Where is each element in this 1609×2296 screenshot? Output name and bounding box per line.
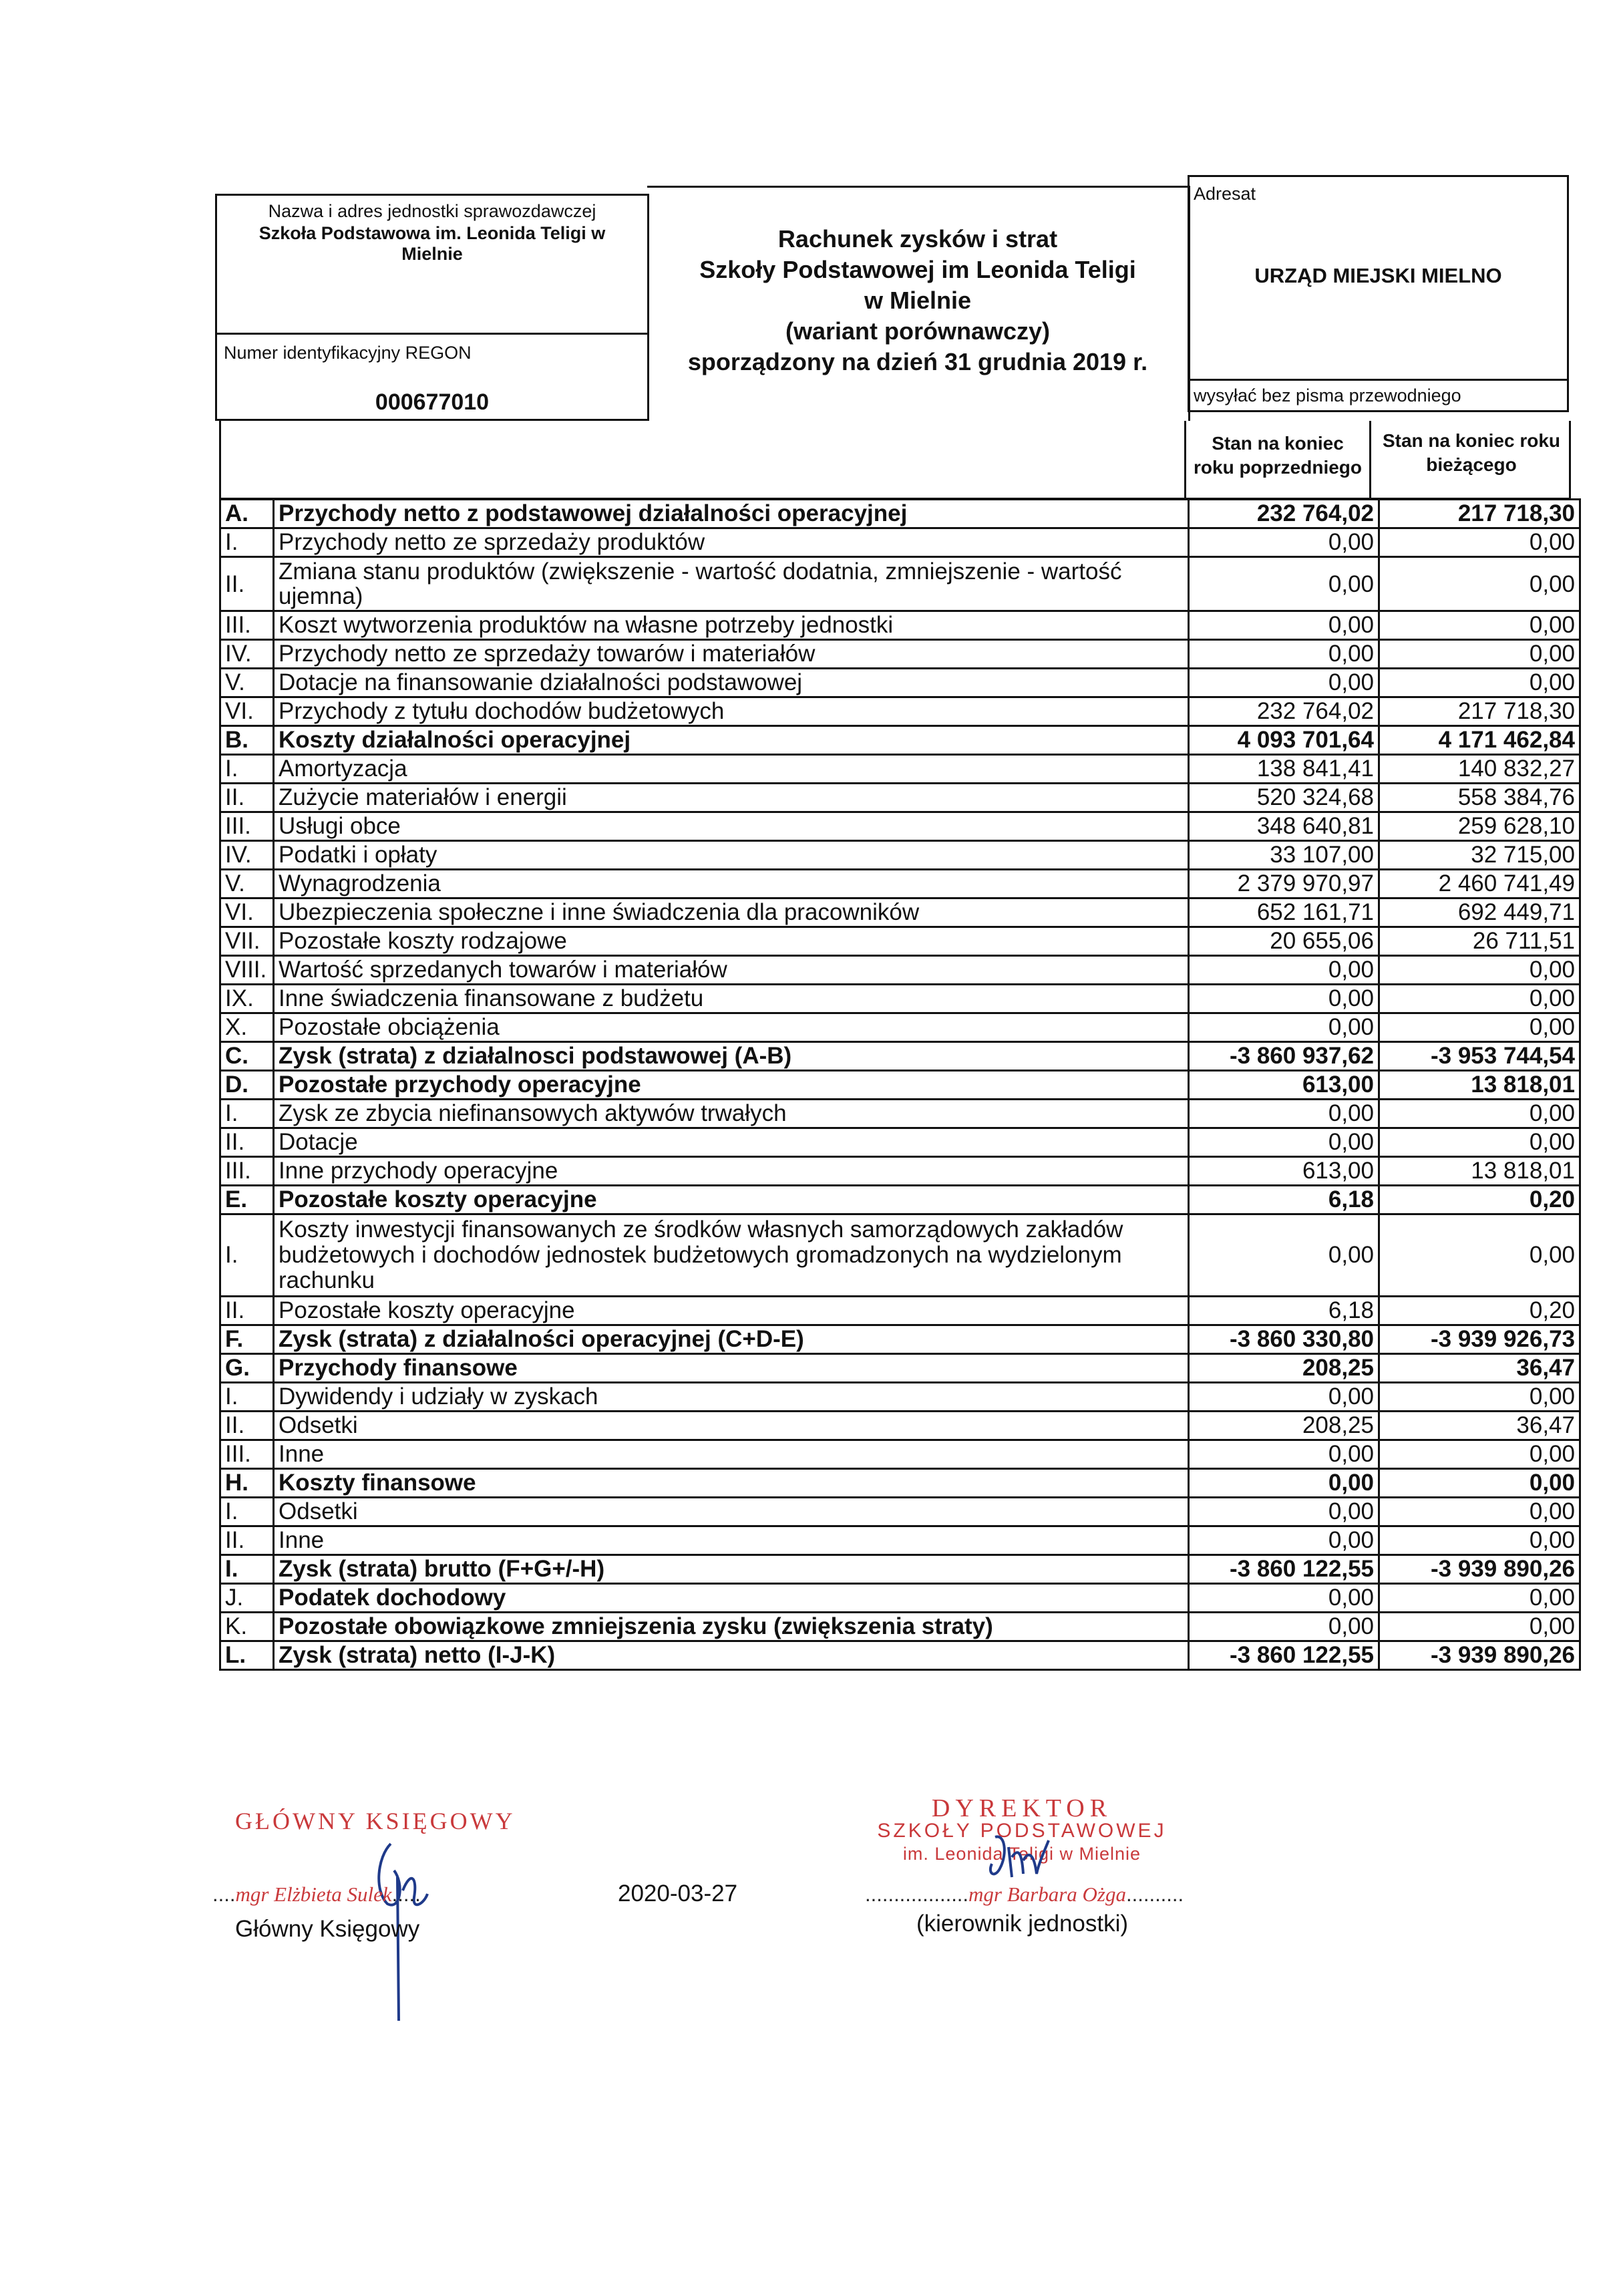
row-description: Dotacje na finansowanie działalności podstawowej — [274, 669, 1189, 697]
row-curr-value: 692 449,71 — [1379, 898, 1580, 927]
row-curr-value: 13 818,01 — [1379, 1071, 1580, 1100]
row-label: H. — [220, 1469, 274, 1498]
row-curr-value: 0,00 — [1379, 528, 1580, 557]
row-prev-value: -3 860 937,62 — [1189, 1042, 1379, 1071]
row-description: Przychody netto z podstawowej działalności operacyjnej — [274, 500, 1189, 528]
row-curr-value: -3 953 744,54 — [1379, 1042, 1580, 1071]
entity-box-title: Nazwa i adres jednostki sprawozdawczej — [268, 201, 596, 221]
table-row — [220, 697, 1580, 726]
table-row — [220, 1100, 1580, 1128]
table-row — [220, 870, 1580, 898]
row-description: Zmiana stanu produktów (zwiększenie - wartość dodatnia, zmniejszenie - wartość ujemna) — [274, 557, 1189, 611]
row-description: Przychody z tytułu dochodów budżetowych — [274, 697, 1189, 726]
row-curr-value: 0,20 — [1379, 1186, 1580, 1214]
row-label: IX. — [220, 985, 274, 1013]
row-prev-value: 0,00 — [1189, 669, 1379, 697]
row-description: Wartość sprzedanych towarów i materiałów — [274, 956, 1189, 985]
row-prev-value: 208,25 — [1189, 1412, 1379, 1440]
row-description: Amortyzacja — [274, 755, 1189, 784]
row-curr-value: 0,00 — [1379, 1526, 1580, 1555]
row-description: Dywidendy i udziały w zyskach — [274, 1383, 1189, 1412]
row-label: J. — [220, 1584, 274, 1613]
row-curr-value: 558 384,76 — [1379, 784, 1580, 812]
row-description: Zysk (strata) brutto (F+G+/-H) — [274, 1555, 1189, 1584]
row-curr-value: 0,00 — [1379, 1100, 1580, 1128]
table-row — [220, 528, 1580, 557]
row-prev-value: 613,00 — [1189, 1157, 1379, 1186]
right-dots-suffix: .......... — [1126, 1882, 1184, 1906]
chief-accountant-stamp: GŁÓWNY KSIĘGOWY — [235, 1808, 516, 1834]
row-description: Przychody netto ze sprzedaży produktów — [274, 528, 1189, 557]
row-curr-value: 217 718,30 — [1379, 697, 1580, 726]
row-label: I. — [220, 1555, 274, 1584]
row-curr-value: 0,00 — [1379, 669, 1580, 697]
table-row — [220, 1412, 1580, 1440]
row-curr-value: 13 818,01 — [1379, 1157, 1580, 1186]
table-row — [220, 812, 1580, 841]
row-prev-value: 0,00 — [1189, 1214, 1379, 1297]
row-prev-value: -3 860 122,55 — [1189, 1555, 1379, 1584]
table-row — [220, 1214, 1580, 1297]
director-signature — [982, 1827, 1055, 1891]
row-prev-value: 2 379 970,97 — [1189, 870, 1379, 898]
signing-date: 2020-03-27 — [618, 1880, 738, 1907]
row-description: Pozostałe obciążenia — [274, 1013, 1189, 1042]
row-prev-value: 0,00 — [1189, 557, 1379, 611]
table-row — [220, 500, 1580, 528]
row-label: E. — [220, 1186, 274, 1214]
row-label: III. — [220, 812, 274, 841]
row-curr-value: 0,00 — [1379, 611, 1580, 640]
row-curr-value: 0,00 — [1379, 1584, 1580, 1613]
row-description: Koszty inwestycji finansowanych ze środków własnych samorządowych zakładów budżetowych i dochodów jednostek budżetowych gromadzonych na wydzielonym rachunku — [274, 1214, 1189, 1297]
row-curr-value: 140 832,27 — [1379, 755, 1580, 784]
row-label: IV. — [220, 640, 274, 669]
report-title-line3: w Mielnie — [864, 287, 972, 314]
row-description: Dotacje — [274, 1128, 1189, 1157]
regon-value: 000677010 — [375, 389, 490, 415]
entity-name-line1: Szkoła Podstawowa im. Leonida Teligi w — [258, 223, 606, 243]
table-row — [220, 1354, 1580, 1383]
row-curr-value: 26 711,51 — [1379, 927, 1580, 956]
row-label: I. — [220, 1214, 274, 1297]
row-curr-value: 0,00 — [1379, 557, 1580, 611]
left-dots-prefix: .... — [212, 1882, 236, 1906]
row-description: Pozostałe koszty rodzajowe — [274, 927, 1189, 956]
row-description: Ubezpieczenia społeczne i inne świadczenia dla pracowników — [274, 898, 1189, 927]
row-label: X. — [220, 1013, 274, 1042]
row-prev-value: 208,25 — [1189, 1354, 1379, 1383]
row-description: Zysk (strata) netto (I-J-K) — [274, 1641, 1189, 1670]
row-curr-value: -3 939 926,73 — [1379, 1325, 1580, 1354]
table-row — [220, 1584, 1580, 1613]
table-row — [220, 755, 1580, 784]
row-curr-value: 217 718,30 — [1379, 500, 1580, 528]
row-curr-value: 32 715,00 — [1379, 841, 1580, 870]
addressee-label: Adresat — [1194, 184, 1256, 204]
addressee-box — [1188, 175, 1569, 412]
row-label: II. — [220, 557, 274, 611]
row-description: Pozostałe obowiązkowe zmniejszenia zysku (zwiększenia straty) — [274, 1613, 1189, 1641]
row-label: K. — [220, 1613, 274, 1641]
addressee-divider — [1190, 379, 1567, 381]
row-curr-value: 259 628,10 — [1379, 812, 1580, 841]
row-prev-value: 0,00 — [1189, 1584, 1379, 1613]
row-description: Usługi obce — [274, 812, 1189, 841]
row-curr-value: 0,00 — [1379, 1469, 1580, 1498]
row-label: VIII. — [220, 956, 274, 985]
col-curr-line2: bieżącego — [1426, 454, 1517, 475]
send-note: wysyłać bez pisma przewodniego — [1194, 385, 1461, 405]
row-description: Zużycie materiałów i energii — [274, 784, 1189, 812]
column-header-row — [219, 421, 1571, 500]
row-curr-value: 36,47 — [1379, 1354, 1580, 1383]
table-row — [220, 1526, 1580, 1555]
row-prev-value: 0,00 — [1189, 528, 1379, 557]
row-curr-value: 2 460 741,49 — [1379, 870, 1580, 898]
row-description: Odsetki — [274, 1412, 1189, 1440]
report-title-line1: Rachunek zysków i strat — [777, 225, 1058, 253]
row-description: Inne przychody operacyjne — [274, 1157, 1189, 1186]
col-prev-line2: roku poprzedniego — [1194, 457, 1362, 478]
row-description: Koszt wytworzenia produktów na własne potrzeby jednostki — [274, 611, 1189, 640]
table-row — [220, 1469, 1580, 1498]
row-curr-value: 0,00 — [1379, 1383, 1580, 1412]
col-prev-line1: Stan na koniec — [1212, 433, 1344, 454]
row-prev-value: 6,18 — [1189, 1186, 1379, 1214]
row-description: Przychody finansowe — [274, 1354, 1189, 1383]
row-label: B. — [220, 726, 274, 755]
report-title-line5: sporządzony na dzień 31 grudnia 2019 r. — [687, 348, 1148, 375]
table-row — [220, 1297, 1580, 1325]
table-row — [220, 1641, 1580, 1670]
row-label: G. — [220, 1354, 274, 1383]
row-prev-value: 0,00 — [1189, 611, 1379, 640]
entity-name-line2: Mielnie — [401, 244, 463, 264]
director-stamp-line1: DYREKTOR — [931, 1794, 1113, 1822]
row-prev-value: 4 093 701,64 — [1189, 726, 1379, 755]
report-title-line2: Szkoły Podstawowej im Leonida Teligi — [699, 256, 1136, 283]
row-curr-value: 0,20 — [1379, 1297, 1580, 1325]
row-curr-value: 0,00 — [1379, 640, 1580, 669]
row-curr-value: 0,00 — [1379, 1498, 1580, 1526]
row-description: Zysk ze zbycia niefinansowych aktywów trwałych — [274, 1100, 1189, 1128]
row-prev-value: 138 841,41 — [1189, 755, 1379, 784]
left-dots-suffix: ..... — [391, 1882, 421, 1906]
column-header-prev — [1184, 421, 1371, 498]
row-prev-value: 520 324,68 — [1189, 784, 1379, 812]
row-curr-value: 4 171 462,84 — [1379, 726, 1580, 755]
row-description: Inne — [274, 1440, 1189, 1469]
row-curr-value: -3 939 890,26 — [1379, 1641, 1580, 1670]
row-prev-value: 0,00 — [1189, 1498, 1379, 1526]
row-label: II. — [220, 1412, 274, 1440]
row-prev-value: 33 107,00 — [1189, 841, 1379, 870]
row-label: A. — [220, 500, 274, 528]
table-row — [220, 726, 1580, 755]
table-row — [220, 956, 1580, 985]
table-row — [220, 1440, 1580, 1469]
table-row — [220, 669, 1580, 697]
row-description: Podatki i opłaty — [274, 841, 1189, 870]
row-curr-value: 0,00 — [1379, 1128, 1580, 1157]
row-prev-value: 0,00 — [1189, 1526, 1379, 1555]
row-description: Zysk (strata) z działalnosci podstawowej (A-B) — [274, 1042, 1189, 1071]
row-prev-value: 0,00 — [1189, 1128, 1379, 1157]
row-description: Inne — [274, 1526, 1189, 1555]
row-label: I. — [220, 528, 274, 557]
row-description: Inne świadczenia finansowane z budżetu — [274, 985, 1189, 1013]
regon-label: Numer identyfikacyjny REGON — [224, 343, 472, 363]
table-row — [220, 1325, 1580, 1354]
table-row — [220, 1013, 1580, 1042]
row-label: VII. — [220, 927, 274, 956]
row-prev-value: -3 860 330,80 — [1189, 1325, 1379, 1354]
director-stamp-line2: SZKOŁY PODSTAWOWEJ — [877, 1820, 1167, 1842]
addressee-value: URZĄD MIEJSKI MIELNO — [1254, 264, 1502, 287]
row-description: Odsetki — [274, 1498, 1189, 1526]
table-row — [220, 1613, 1580, 1641]
row-curr-value: 36,47 — [1379, 1412, 1580, 1440]
row-label: C. — [220, 1042, 274, 1071]
chief-accountant-name: mgr Elżbieta Sulek — [235, 1882, 392, 1906]
table-row — [220, 1498, 1580, 1526]
row-label: L. — [220, 1641, 274, 1670]
row-prev-value: 0,00 — [1189, 1613, 1379, 1641]
income-statement-table — [219, 498, 1581, 1671]
row-prev-value: 0,00 — [1189, 640, 1379, 669]
table-row — [220, 1128, 1580, 1157]
director-stamp-line3: im. Leonida Teligi w Mielnie — [902, 1844, 1141, 1864]
row-label: VI. — [220, 697, 274, 726]
row-prev-value: 348 640,81 — [1189, 812, 1379, 841]
row-description: Wynagrodzenia — [274, 870, 1189, 898]
row-label: IV. — [220, 841, 274, 870]
row-label: I. — [220, 755, 274, 784]
row-label: III. — [220, 1440, 274, 1469]
row-description: Koszty finansowe — [274, 1469, 1189, 1498]
row-prev-value: 0,00 — [1189, 1469, 1379, 1498]
row-prev-value: 652 161,71 — [1189, 898, 1379, 927]
row-prev-value: 20 655,06 — [1189, 927, 1379, 956]
right-dots-prefix: .................. — [865, 1882, 969, 1906]
table-row — [220, 1555, 1580, 1584]
row-prev-value: 0,00 — [1189, 956, 1379, 985]
row-label: II. — [220, 784, 274, 812]
row-description: Podatek dochodowy — [274, 1584, 1189, 1613]
col-curr-line1: Stan na koniec roku — [1382, 430, 1561, 451]
table-body — [220, 500, 1580, 1670]
row-label: III. — [220, 611, 274, 640]
table-row — [220, 640, 1580, 669]
table-row — [220, 557, 1580, 611]
row-prev-value: 613,00 — [1189, 1071, 1379, 1100]
director-name-line — [865, 1882, 1184, 1907]
table-row — [220, 1071, 1580, 1100]
row-prev-value: 0,00 — [1189, 1013, 1379, 1042]
report-title-line4: (wariant porównawczy) — [785, 317, 1051, 345]
row-prev-value: 232 764,02 — [1189, 697, 1379, 726]
row-curr-value: 0,00 — [1379, 1214, 1580, 1297]
row-label: VI. — [220, 898, 274, 927]
table-row — [220, 784, 1580, 812]
row-label: F. — [220, 1325, 274, 1354]
entity-box — [215, 194, 649, 421]
row-description: Przychody netto ze sprzedaży towarów i materiałów — [274, 640, 1189, 669]
table-row — [220, 611, 1580, 640]
table-row — [220, 985, 1580, 1013]
row-label: D. — [220, 1071, 274, 1100]
table-row — [220, 1383, 1580, 1412]
row-label: II. — [220, 1297, 274, 1325]
table-row — [220, 927, 1580, 956]
row-curr-value: 0,00 — [1379, 1613, 1580, 1641]
row-label: III. — [220, 1157, 274, 1186]
table-row — [220, 841, 1580, 870]
entity-divider — [217, 333, 647, 335]
row-description: Pozostałe koszty operacyjne — [274, 1186, 1189, 1214]
row-prev-value: 0,00 — [1189, 985, 1379, 1013]
row-prev-value: 6,18 — [1189, 1297, 1379, 1325]
row-description: Pozostałe koszty operacyjne — [274, 1297, 1189, 1325]
row-prev-value: 0,00 — [1189, 1100, 1379, 1128]
director-name: mgr Barbara Ożga — [968, 1882, 1126, 1906]
row-curr-value: 0,00 — [1379, 1013, 1580, 1042]
chief-accountant-role: Główny Księgowy — [235, 1916, 420, 1942]
director-role: (kierownik jednostki) — [916, 1911, 1129, 1937]
row-label: II. — [220, 1526, 274, 1555]
row-label: V. — [220, 870, 274, 898]
row-curr-value: -3 939 890,26 — [1379, 1555, 1580, 1584]
row-label: I. — [220, 1100, 274, 1128]
row-label: V. — [220, 669, 274, 697]
table-row — [220, 1186, 1580, 1214]
row-prev-value: 0,00 — [1189, 1440, 1379, 1469]
row-prev-value: 0,00 — [1189, 1383, 1379, 1412]
table-row — [220, 1157, 1580, 1186]
row-curr-value: 0,00 — [1379, 1440, 1580, 1469]
column-header-curr — [1371, 421, 1572, 498]
row-label: II. — [220, 1128, 274, 1157]
row-prev-value: 232 764,02 — [1189, 500, 1379, 528]
table-row — [220, 1042, 1580, 1071]
chief-accountant-name-line — [212, 1882, 421, 1907]
row-label: I. — [220, 1383, 274, 1412]
row-curr-value: 0,00 — [1379, 956, 1580, 985]
row-description: Koszty działalności operacyjnej — [274, 726, 1189, 755]
title-box — [647, 186, 1190, 421]
row-description: Pozostałe przychody operacyjne — [274, 1071, 1189, 1100]
row-curr-value: 0,00 — [1379, 985, 1580, 1013]
row-label: I. — [220, 1498, 274, 1526]
row-prev-value: -3 860 122,55 — [1189, 1641, 1379, 1670]
table-row — [220, 898, 1580, 927]
row-description: Zysk (strata) z działalności operacyjnej (C+D-E) — [274, 1325, 1189, 1354]
